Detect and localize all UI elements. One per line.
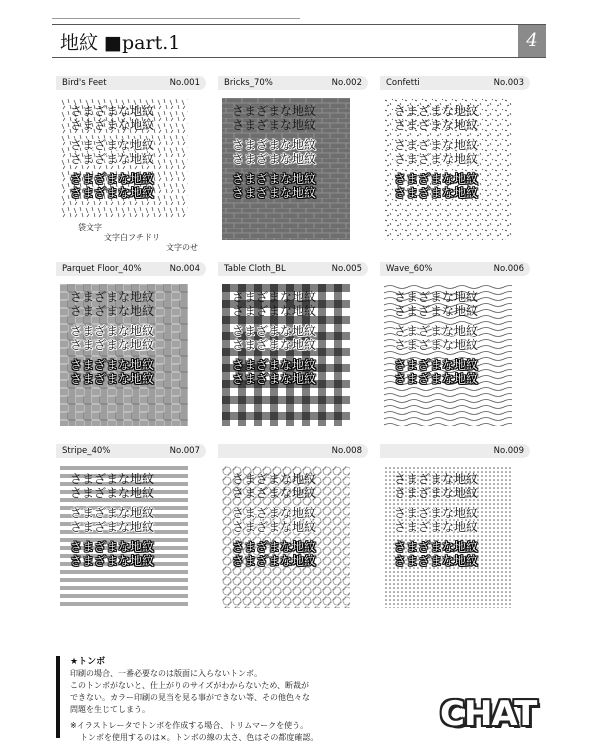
sample-text: さまざまな地紋 <box>70 358 155 372</box>
pattern-name: Parquet Floor_40% <box>62 264 142 274</box>
sample-text: さまざまな地紋 <box>232 138 317 152</box>
pattern-name: Bricks_70% <box>224 78 273 88</box>
annotation-outline: 袋文字 <box>78 223 102 232</box>
note-sub: ※イラストレータでトンボを作成する場合、トリムマークを使う。 <box>70 721 309 730</box>
sample-text: さまざまな地紋 <box>232 338 317 352</box>
pattern-number: No.009 <box>493 446 524 456</box>
sample-text: さまざまな地紋 <box>70 506 155 520</box>
sample-text: さまざまな地紋 <box>70 554 155 568</box>
annotation-white-border: 文字白フチドリ <box>104 233 160 242</box>
pattern-name: Stripe_40% <box>62 446 111 456</box>
pattern-swatch <box>222 466 350 608</box>
sample-text: さまざまな地紋 <box>394 324 479 338</box>
pattern-swatch <box>222 98 350 240</box>
sample-text: さまざまな地紋 <box>394 540 479 554</box>
page-title: 地紋 ■part.1 <box>60 32 181 54</box>
sample-text: さまざまな地紋 <box>394 472 479 486</box>
sample-text: さまざまな地紋 <box>70 104 155 118</box>
sample-text: さまざまな地紋 <box>394 506 479 520</box>
pattern-number: No.005 <box>331 264 362 274</box>
sample-text: さまざまな地紋 <box>232 358 317 372</box>
pattern-label <box>380 262 530 276</box>
pattern-label <box>56 262 206 276</box>
sample-text: さまざまな地紋 <box>394 520 479 534</box>
sample-text: さまざまな地紋 <box>394 186 479 200</box>
sample-text: さまざまな地紋 <box>232 554 317 568</box>
pattern-label <box>218 444 368 458</box>
pattern-swatch <box>384 284 512 426</box>
note-title: ★トンボ <box>70 657 106 667</box>
pattern-swatch <box>384 466 512 608</box>
sample-text: さまざまな地紋 <box>394 358 479 372</box>
sample-text: さまざまな地紋 <box>70 290 155 304</box>
sample-text: さまざまな地紋 <box>394 172 479 186</box>
sample-text: さまざまな地紋 <box>394 554 479 568</box>
page-header <box>52 24 546 58</box>
pattern-name: Confetti <box>386 78 420 88</box>
sample-text: さまざまな地紋 <box>232 540 317 554</box>
sample-text: さまざまな地紋 <box>232 506 317 520</box>
chat-logo: CHAT <box>440 694 537 734</box>
sample-text: さまざまな地紋 <box>232 186 317 200</box>
sample-text: さまざまな地紋 <box>70 172 155 186</box>
pattern-label <box>380 444 530 458</box>
sample-text: さまざまな地紋 <box>70 152 155 166</box>
pattern-label <box>56 444 206 458</box>
sample-text: さまざまな地紋 <box>232 324 317 338</box>
pattern-swatch <box>60 284 188 426</box>
note-line: できない。カラー印刷の見当を見る事ができない等、その他色々な <box>70 693 310 702</box>
sample-text: さまざまな地紋 <box>394 486 479 500</box>
pattern-number: No.003 <box>493 78 524 88</box>
pattern-number: No.001 <box>169 78 200 88</box>
sample-text: さまざまな地紋 <box>394 118 479 132</box>
sample-text: さまざまな地紋 <box>70 324 155 338</box>
sample-text: さまざまな地紋 <box>232 152 317 166</box>
note-line: 問題を生じてしまう。 <box>70 705 150 714</box>
pattern-label <box>218 76 368 90</box>
sample-text: さまざまな地紋 <box>232 304 317 318</box>
sample-text: さまざまな地紋 <box>70 520 155 534</box>
pattern-name: Bird's Feet <box>62 78 107 88</box>
sample-text: さまざまな地紋 <box>232 118 317 132</box>
pattern-number: No.002 <box>331 78 362 88</box>
sample-text: さまざまな地紋 <box>70 138 155 152</box>
annotation-overlay: 文字のせ <box>166 243 198 252</box>
sample-text: さまざまな地紋 <box>70 540 155 554</box>
sample-text: さまざまな地紋 <box>394 152 479 166</box>
pattern-number: No.004 <box>169 264 200 274</box>
sample-text: さまざまな地紋 <box>232 172 317 186</box>
header-rule <box>52 18 300 19</box>
note-bar <box>56 656 60 738</box>
note-line: このトンボがないと、仕上がりのサイズがわからないため、断裁が <box>70 681 310 690</box>
sample-text: さまざまな地紋 <box>394 138 479 152</box>
sample-text: さまざまな地紋 <box>232 486 317 500</box>
sample-text: さまざまな地紋 <box>70 186 155 200</box>
pattern-number: No.008 <box>331 446 362 456</box>
sample-text: さまざまな地紋 <box>70 118 155 132</box>
sample-text: さまざまな地紋 <box>70 338 155 352</box>
sample-text: さまざまな地紋 <box>70 472 155 486</box>
pattern-swatch <box>384 98 512 240</box>
sample-text: さまざまな地紋 <box>394 290 479 304</box>
sample-text: さまざまな地紋 <box>232 520 317 534</box>
sample-text: さまざまな地紋 <box>394 372 479 386</box>
sample-text: さまざまな地紋 <box>70 486 155 500</box>
pattern-number: No.006 <box>493 264 524 274</box>
note-sub: トンボを使用するのは×。トンボの線の太さ、色はその都度確認。 <box>80 733 319 742</box>
note-line: 印刷の場合、一番必要なのは版面に入らないトンボ。 <box>70 669 262 678</box>
pattern-swatch <box>222 284 350 426</box>
pattern-name: Table Cloth_BL <box>224 264 286 274</box>
pattern-swatch <box>60 98 188 240</box>
pattern-label <box>56 76 206 90</box>
pattern-label <box>380 76 530 90</box>
sample-text: さまざまな地紋 <box>70 304 155 318</box>
sample-text: さまざまな地紋 <box>232 472 317 486</box>
pattern-name: Wave_60% <box>386 264 433 274</box>
sample-text: さまざまな地紋 <box>70 372 155 386</box>
pattern-swatch <box>60 466 188 608</box>
pattern-label <box>218 262 368 276</box>
page-number: 4 <box>518 25 546 57</box>
sample-text: さまざまな地紋 <box>394 338 479 352</box>
sample-text: さまざまな地紋 <box>394 104 479 118</box>
sample-text: さまざまな地紋 <box>232 290 317 304</box>
sample-text: さまざまな地紋 <box>232 104 317 118</box>
sample-text: さまざまな地紋 <box>232 372 317 386</box>
sample-text: さまざまな地紋 <box>394 304 479 318</box>
pattern-number: No.007 <box>169 446 200 456</box>
